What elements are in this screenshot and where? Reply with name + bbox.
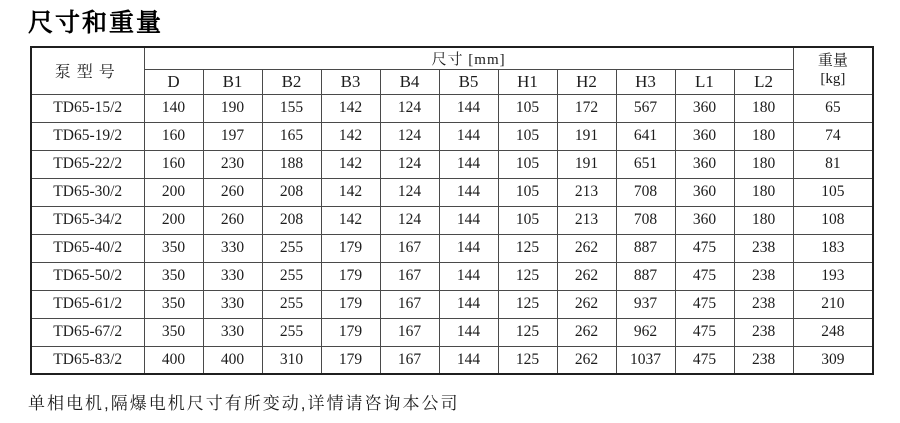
dimension-cell-l1: 475 (675, 318, 734, 346)
dimension-cell-d: 160 (144, 150, 203, 178)
dimension-cell-l2: 238 (734, 262, 793, 290)
dimension-cell-d: 400 (144, 346, 203, 374)
dimension-cell-l2: 180 (734, 178, 793, 206)
weight-cell: 65 (793, 94, 873, 122)
dimension-cell-h3: 962 (616, 318, 675, 346)
group-header-row (31, 47, 873, 70)
dimension-cell-l2: 180 (734, 150, 793, 178)
dimension-cell-b1: 400 (203, 346, 262, 374)
column-header-h3: H3 (616, 69, 675, 94)
dimension-cell-b4: 124 (380, 122, 439, 150)
dimension-cell-b4: 167 (380, 234, 439, 262)
dimension-cell-b4: 167 (380, 318, 439, 346)
weight-cell: 193 (793, 262, 873, 290)
dimension-cell-b5: 144 (439, 262, 498, 290)
table-row (31, 206, 873, 234)
pump-model-cell: TD65-30/2 (31, 178, 144, 206)
dimension-cell-l1: 360 (675, 94, 734, 122)
table-row (31, 234, 873, 262)
dimension-cell-b5: 144 (439, 150, 498, 178)
dimension-cell-b5: 144 (439, 122, 498, 150)
dimension-cell-d: 350 (144, 318, 203, 346)
dimension-cell-b4: 124 (380, 178, 439, 206)
dimension-cell-b4: 167 (380, 290, 439, 318)
pump-model-cell: TD65-83/2 (31, 346, 144, 374)
dimension-cell-l1: 475 (675, 234, 734, 262)
dimension-cell-l2: 180 (734, 122, 793, 150)
dimension-cell-h3: 651 (616, 150, 675, 178)
dimension-cell-h1: 105 (498, 94, 557, 122)
dimension-cell-b5: 144 (439, 346, 498, 374)
dimension-cell-h1: 105 (498, 150, 557, 178)
dimension-cell-b5: 144 (439, 178, 498, 206)
dimension-cell-b2: 165 (262, 122, 321, 150)
dimension-cell-d: 200 (144, 178, 203, 206)
pump-model-cell: TD65-15/2 (31, 94, 144, 122)
column-header-b3: B3 (321, 69, 380, 94)
dimension-cell-b2: 255 (262, 318, 321, 346)
dimension-cell-h1: 125 (498, 234, 557, 262)
dimension-cell-h1: 125 (498, 346, 557, 374)
dimension-cell-b4: 124 (380, 94, 439, 122)
dimension-cell-b3: 179 (321, 290, 380, 318)
dimension-cell-b3: 142 (321, 178, 380, 206)
weight-cell: 81 (793, 150, 873, 178)
pump-model-cell: TD65-22/2 (31, 150, 144, 178)
dimension-cell-b3: 179 (321, 262, 380, 290)
dimensions-weight-table (30, 46, 874, 376)
dimension-cell-h3: 641 (616, 122, 675, 150)
dimension-cell-h2: 213 (557, 206, 616, 234)
pump-model-cell: TD65-67/2 (31, 318, 144, 346)
dimension-cell-b1: 330 (203, 318, 262, 346)
dimension-cell-b1: 230 (203, 150, 262, 178)
weight-cell: 74 (793, 122, 873, 150)
dimension-cell-l1: 360 (675, 178, 734, 206)
dimension-cell-l1: 360 (675, 150, 734, 178)
dimension-cell-l2: 180 (734, 206, 793, 234)
pump-model-cell: TD65-19/2 (31, 122, 144, 150)
column-header-l1: L1 (675, 69, 734, 94)
dimension-cell-h3: 567 (616, 94, 675, 122)
dimension-cell-h2: 172 (557, 94, 616, 122)
footnote-text: 单相电机,隔爆电机尺寸有所变动,详情请咨询本公司 (28, 394, 460, 413)
dimension-cell-l2: 238 (734, 234, 793, 262)
dimension-cell-b1: 260 (203, 178, 262, 206)
dimension-cell-l1: 475 (675, 290, 734, 318)
dimension-cell-h2: 191 (557, 150, 616, 178)
dimension-cell-b3: 142 (321, 206, 380, 234)
dimension-cell-h3: 887 (616, 262, 675, 290)
pump-model-cell: TD65-61/2 (31, 290, 144, 318)
weight-cell: 309 (793, 346, 873, 374)
dimension-cell-b3: 142 (321, 150, 380, 178)
column-header-h1: H1 (498, 69, 557, 94)
weight-header-line1: 重量 (817, 53, 848, 70)
column-header-b4: B4 (380, 69, 439, 94)
dimension-cell-h1: 105 (498, 206, 557, 234)
dimension-cell-h2: 262 (557, 290, 616, 318)
pump-model-cell: TD65-34/2 (31, 206, 144, 234)
dimension-cell-d: 350 (144, 262, 203, 290)
dimension-cell-l1: 360 (675, 122, 734, 150)
dimension-cell-b2: 208 (262, 206, 321, 234)
dimension-cell-l2: 238 (734, 318, 793, 346)
dimension-cell-h1: 125 (498, 318, 557, 346)
dimension-cell-b2: 188 (262, 150, 321, 178)
dimension-cell-b1: 330 (203, 290, 262, 318)
dimension-cell-d: 350 (144, 234, 203, 262)
dimension-cell-l1: 475 (675, 262, 734, 290)
dimension-cell-b3: 142 (321, 94, 380, 122)
dimension-cell-b1: 330 (203, 262, 262, 290)
dimension-cell-d: 160 (144, 122, 203, 150)
table-body (31, 94, 873, 374)
dimension-cell-b4: 124 (380, 150, 439, 178)
dimension-cell-h3: 708 (616, 206, 675, 234)
dimension-cell-d: 200 (144, 206, 203, 234)
dimension-cell-h3: 937 (616, 290, 675, 318)
dimension-cell-b2: 155 (262, 94, 321, 122)
column-header-b2: B2 (262, 69, 321, 94)
dimension-cell-b1: 260 (203, 206, 262, 234)
table-row (31, 178, 873, 206)
dimension-cell-l1: 360 (675, 206, 734, 234)
table-row (31, 346, 873, 374)
column-header-b1: B1 (203, 69, 262, 94)
dimension-cell-b2: 255 (262, 290, 321, 318)
dimension-cell-b2: 255 (262, 262, 321, 290)
dimension-cell-b5: 144 (439, 290, 498, 318)
dimension-cell-b5: 144 (439, 318, 498, 346)
dimension-cell-b2: 310 (262, 346, 321, 374)
column-header-l2: L2 (734, 69, 793, 94)
table-row (31, 94, 873, 122)
dimension-cell-b4: 167 (380, 262, 439, 290)
dim-header-row (31, 69, 873, 94)
dimension-cell-h1: 105 (498, 122, 557, 150)
dimension-cell-h2: 262 (557, 234, 616, 262)
weight-cell: 105 (793, 178, 873, 206)
dimension-cell-b2: 255 (262, 234, 321, 262)
dimension-cell-b1: 330 (203, 234, 262, 262)
column-group-header-dimensions-mm: 尺寸 [mm] (144, 47, 793, 70)
weight-header-line2: [kg] (820, 70, 846, 87)
dimension-cell-h1: 125 (498, 290, 557, 318)
column-header-d: D (144, 69, 203, 94)
dimension-cell-h2: 191 (557, 122, 616, 150)
dimension-cell-b5: 144 (439, 206, 498, 234)
pump-model-cell: TD65-50/2 (31, 262, 144, 290)
dimension-cell-b3: 179 (321, 318, 380, 346)
weight-cell: 248 (793, 318, 873, 346)
dimension-cell-b2: 208 (262, 178, 321, 206)
table-row (31, 262, 873, 290)
dimension-cell-b4: 167 (380, 346, 439, 374)
column-header-weight-kg (793, 47, 873, 95)
dimension-cell-h1: 125 (498, 262, 557, 290)
dimension-cell-l2: 180 (734, 94, 793, 122)
table-row (31, 318, 873, 346)
dimension-cell-h3: 1037 (616, 346, 675, 374)
column-header-h2: H2 (557, 69, 616, 94)
dimension-cell-b5: 144 (439, 234, 498, 262)
dimension-cell-b3: 179 (321, 346, 380, 374)
dimension-cell-b5: 144 (439, 94, 498, 122)
dimension-cell-h2: 262 (557, 262, 616, 290)
dimension-cell-h2: 262 (557, 318, 616, 346)
table-row (31, 122, 873, 150)
column-header-pump-model: 泵型号 (31, 47, 144, 95)
dimension-cell-h3: 887 (616, 234, 675, 262)
dimension-cell-d: 140 (144, 94, 203, 122)
weight-cell: 183 (793, 234, 873, 262)
table-row (31, 290, 873, 318)
dimension-cell-d: 350 (144, 290, 203, 318)
weight-cell: 108 (793, 206, 873, 234)
dimension-cell-l1: 475 (675, 346, 734, 374)
dimension-cell-b1: 190 (203, 94, 262, 122)
dimension-cell-b4: 124 (380, 206, 439, 234)
column-header-b5: B5 (439, 69, 498, 94)
dimension-cell-b1: 197 (203, 122, 262, 150)
dimension-cell-h3: 708 (616, 178, 675, 206)
dimension-cell-h1: 105 (498, 178, 557, 206)
dimension-cell-l2: 238 (734, 290, 793, 318)
table-row (31, 150, 873, 178)
table-header (31, 47, 873, 95)
pump-model-cell: TD65-40/2 (31, 234, 144, 262)
dimension-cell-h2: 262 (557, 346, 616, 374)
weight-cell: 210 (793, 290, 873, 318)
dimension-cell-h2: 213 (557, 178, 616, 206)
dimension-cell-b3: 179 (321, 234, 380, 262)
page-title: 尺寸和重量 (28, 9, 164, 37)
dimension-cell-l2: 238 (734, 346, 793, 374)
dimension-cell-b3: 142 (321, 122, 380, 150)
